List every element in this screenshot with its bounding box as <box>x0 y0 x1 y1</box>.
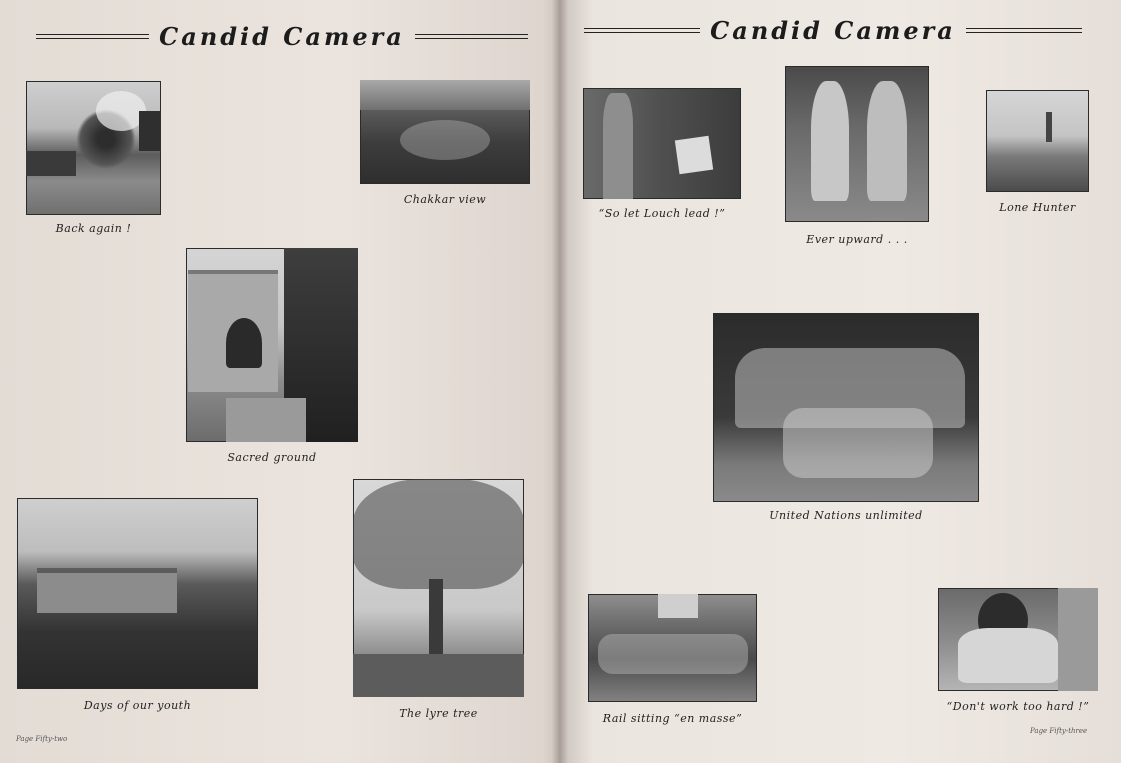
photo-lone-hunter <box>986 90 1089 192</box>
photo-train <box>26 81 161 215</box>
left-page-header <box>36 22 528 51</box>
photo-dont-work-too-hard <box>938 588 1098 691</box>
caption-united-nations: United Nations unlimited <box>769 509 923 522</box>
caption-lyre-tree: The lyre tree <box>399 707 478 720</box>
book-gutter <box>552 0 568 763</box>
photo-chakkar-view <box>360 80 530 184</box>
header-rule-left <box>584 28 700 33</box>
caption-louch: “So let Louch lead !” <box>598 207 726 220</box>
caption-rail-sitting: Rail sitting “en masse” <box>602 712 743 725</box>
left-page <box>0 0 560 763</box>
caption-dont-work-too-hard: “Don't work too hard !” <box>946 700 1090 713</box>
photo-ever-upward <box>785 66 929 222</box>
caption-train: Back again ! <box>55 222 132 235</box>
caption-sacred-ground: Sacred ground <box>227 451 317 464</box>
left-page-title: Candid Camera <box>159 22 405 51</box>
photo-sacred-ground <box>186 248 358 442</box>
right-page-header <box>584 16 1082 45</box>
header-rule-right <box>415 34 528 39</box>
right-page-folio: Page Fifty-three <box>1030 727 1088 735</box>
right-page-title: Candid Camera <box>710 16 956 45</box>
caption-chakkar-view: Chakkar view <box>403 193 487 206</box>
photo-lyre-tree <box>353 479 524 697</box>
caption-lone-hunter: Lone Hunter <box>999 201 1076 214</box>
header-rule-left <box>36 34 149 39</box>
caption-days-of-youth: Days of our youth <box>83 699 192 712</box>
photo-united-nations <box>713 313 979 502</box>
photo-louch <box>583 88 741 199</box>
photo-days-of-youth <box>17 498 258 689</box>
photo-rail-sitting <box>588 594 757 702</box>
caption-ever-upward: Ever upward . . . <box>806 233 908 246</box>
left-page-folio: Page Fifty-two <box>16 735 68 743</box>
right-page <box>560 0 1121 763</box>
header-rule-right <box>966 28 1082 33</box>
